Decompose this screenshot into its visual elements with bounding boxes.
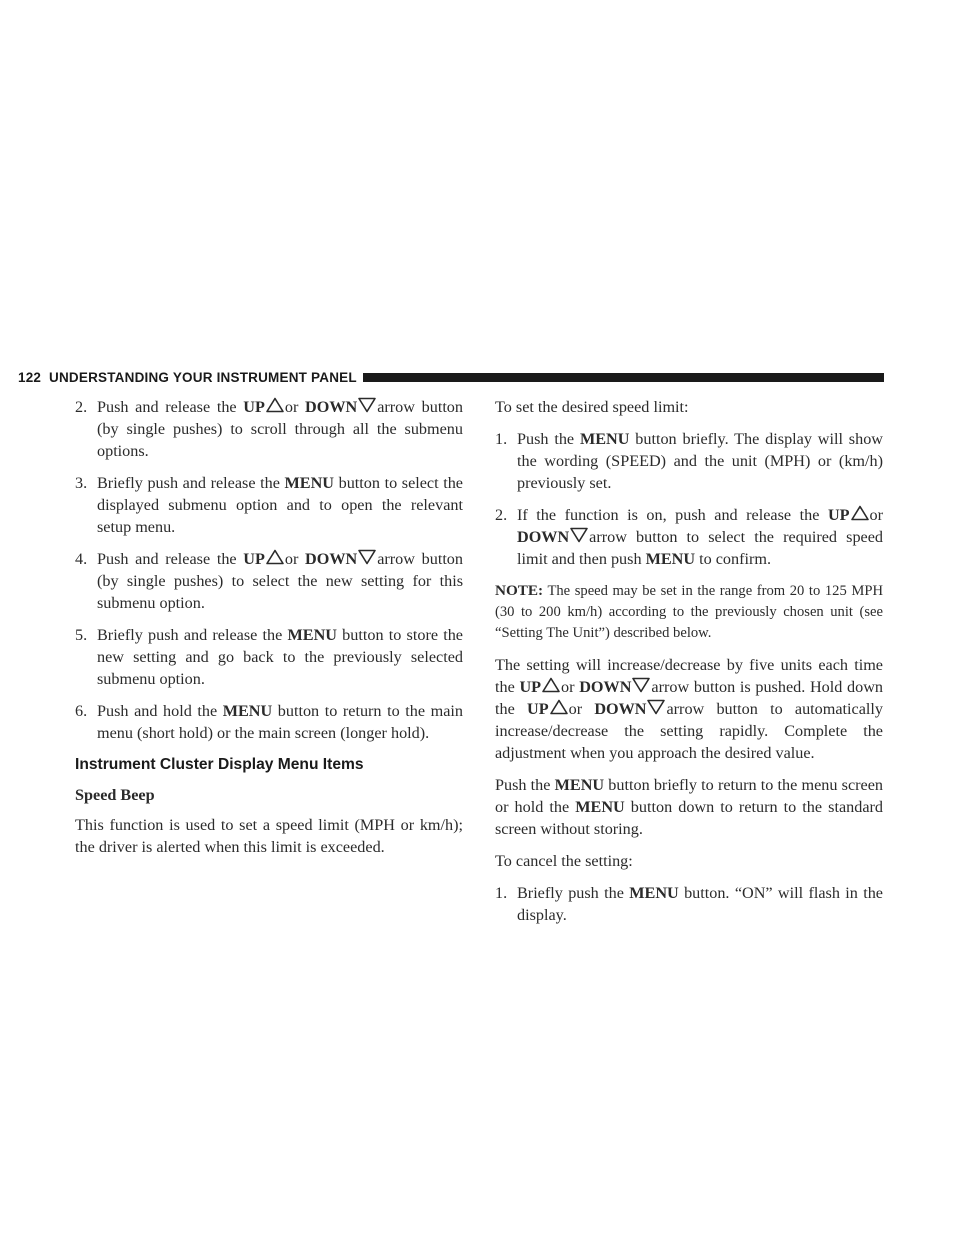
menu-label: MENU	[554, 776, 605, 794]
section-heading: Instrument Cluster Display Menu Items	[75, 756, 364, 773]
step-text: arrow button to select the required speed limit and then push	[517, 528, 883, 568]
step-text: button. “ON” will flash in the display.	[517, 884, 883, 924]
step-text: Push and release the	[97, 550, 244, 568]
step-text: If the function is on, push and release the	[517, 506, 828, 524]
intro-paragraph: This function is used to set a speed limit (MPH or km/h); the driver is alerted when this limit is exceeded.	[75, 816, 463, 856]
step-number: 2.	[495, 506, 508, 524]
down-arrow-icon	[631, 677, 651, 693]
up-label: UP	[519, 678, 542, 696]
step-text: Briefly push and release the	[97, 626, 288, 644]
down-arrow-icon	[357, 549, 377, 565]
para-text: arrow button is pushed. Hold down the	[495, 678, 883, 718]
para-text: arrow button to automatically increase/decrease the setting rapidly. Complete the adjustment when you approach the desired value.	[495, 700, 883, 762]
up-label: UP	[527, 700, 549, 718]
up-arrow-icon	[265, 397, 285, 413]
step-number: 5.	[75, 626, 88, 644]
down-arrow-icon	[357, 397, 377, 413]
step-text: Briefly push the	[517, 884, 630, 902]
menu-label: MENU	[222, 702, 273, 720]
menu-label: MENU	[579, 430, 630, 448]
step-number: 3.	[75, 474, 88, 492]
step-text: Push and hold the	[97, 702, 223, 720]
down-label: DOWN	[517, 528, 570, 546]
page-number: 122	[18, 369, 42, 385]
step-text: arrow button (by single pushes) to scroll through all the submenu options.	[97, 398, 463, 460]
page-header	[18, 369, 884, 385]
note-paragraph	[495, 580, 883, 644]
step-text: Briefly push and release the	[97, 474, 285, 492]
up-arrow-icon	[549, 699, 569, 715]
left-column	[75, 396, 463, 868]
page-header-text	[18, 370, 363, 385]
up-arrow-icon	[850, 505, 870, 521]
up-label: UP	[243, 550, 265, 568]
or-text: or	[869, 506, 883, 524]
or-text: or	[561, 678, 575, 696]
or-text: or	[284, 550, 299, 568]
increase-paragraph	[495, 654, 883, 764]
chapter-title: UNDERSTANDING YOUR INSTRUMENT PANEL	[49, 369, 357, 385]
down-arrow-icon	[646, 699, 666, 715]
set-step-1	[495, 428, 883, 494]
step-text: to confirm.	[695, 550, 772, 568]
step-text: Push the	[517, 430, 580, 448]
note-text: The speed may be set in the range from 20 to 125 MPH (30 to 200 km/h) according to the previously chosen unit (see “Setting The Unit”) described below.	[495, 583, 883, 641]
step-number: 1.	[495, 884, 508, 902]
note-label: NOTE:	[495, 582, 544, 599]
para-text: button briefly to return to the menu screen or hold the	[495, 776, 883, 816]
step-number: 1.	[495, 430, 508, 448]
up-label: UP	[243, 398, 265, 416]
step-text: button to return to the main menu (short hold) or the main screen (longer hold).	[97, 702, 463, 742]
cancel-intro: To cancel the setting:	[495, 852, 633, 870]
set-step-2	[495, 504, 883, 570]
para-text: The setting will increase/decrease by five units each time the	[495, 656, 883, 696]
header-rule	[363, 373, 884, 382]
step-number: 6.	[75, 702, 88, 720]
menu-label: MENU	[575, 798, 625, 816]
menu-paragraph	[495, 774, 883, 840]
menu-label: MENU	[284, 474, 334, 492]
up-arrow-icon	[265, 549, 285, 565]
sub-heading: Speed Beep	[75, 786, 155, 804]
step-2	[75, 396, 463, 462]
step-text: button briefly. The display will show the wording (SPEED) and the unit (MPH) or (km/h) previously set.	[517, 430, 883, 492]
up-arrow-icon	[541, 677, 561, 693]
down-label: DOWN	[579, 678, 632, 696]
down-arrow-icon	[569, 527, 589, 543]
step-6	[75, 700, 463, 744]
set-intro: To set the desired speed limit:	[495, 398, 689, 416]
cancel-step-1	[495, 882, 883, 926]
step-text: arrow button (by single pushes) to select the new setting for this submenu option.	[97, 550, 463, 612]
step-text: button to store the new setting and go back to the previously selected submenu option.	[97, 626, 463, 688]
para-text: button down to return to the standard screen without storing.	[495, 798, 883, 838]
step-text: Push and release the	[97, 398, 244, 416]
menu-label: MENU	[629, 884, 679, 902]
up-label: UP	[827, 506, 850, 524]
step-3	[75, 472, 463, 538]
or-text: or	[284, 398, 299, 416]
down-label: DOWN	[305, 550, 358, 568]
down-label: DOWN	[305, 398, 358, 416]
step-number: 2.	[75, 398, 88, 416]
or-text: or	[568, 700, 583, 718]
menu-label: MENU	[287, 626, 337, 644]
step-4	[75, 548, 463, 614]
para-text: Push the	[495, 776, 555, 794]
step-text: button to select the displayed submenu option and to open the relevant setup menu.	[97, 474, 463, 536]
right-column	[495, 396, 883, 936]
menu-label: MENU	[645, 550, 696, 568]
step-number: 4.	[75, 550, 88, 568]
down-label: DOWN	[594, 700, 647, 718]
step-5	[75, 624, 463, 690]
